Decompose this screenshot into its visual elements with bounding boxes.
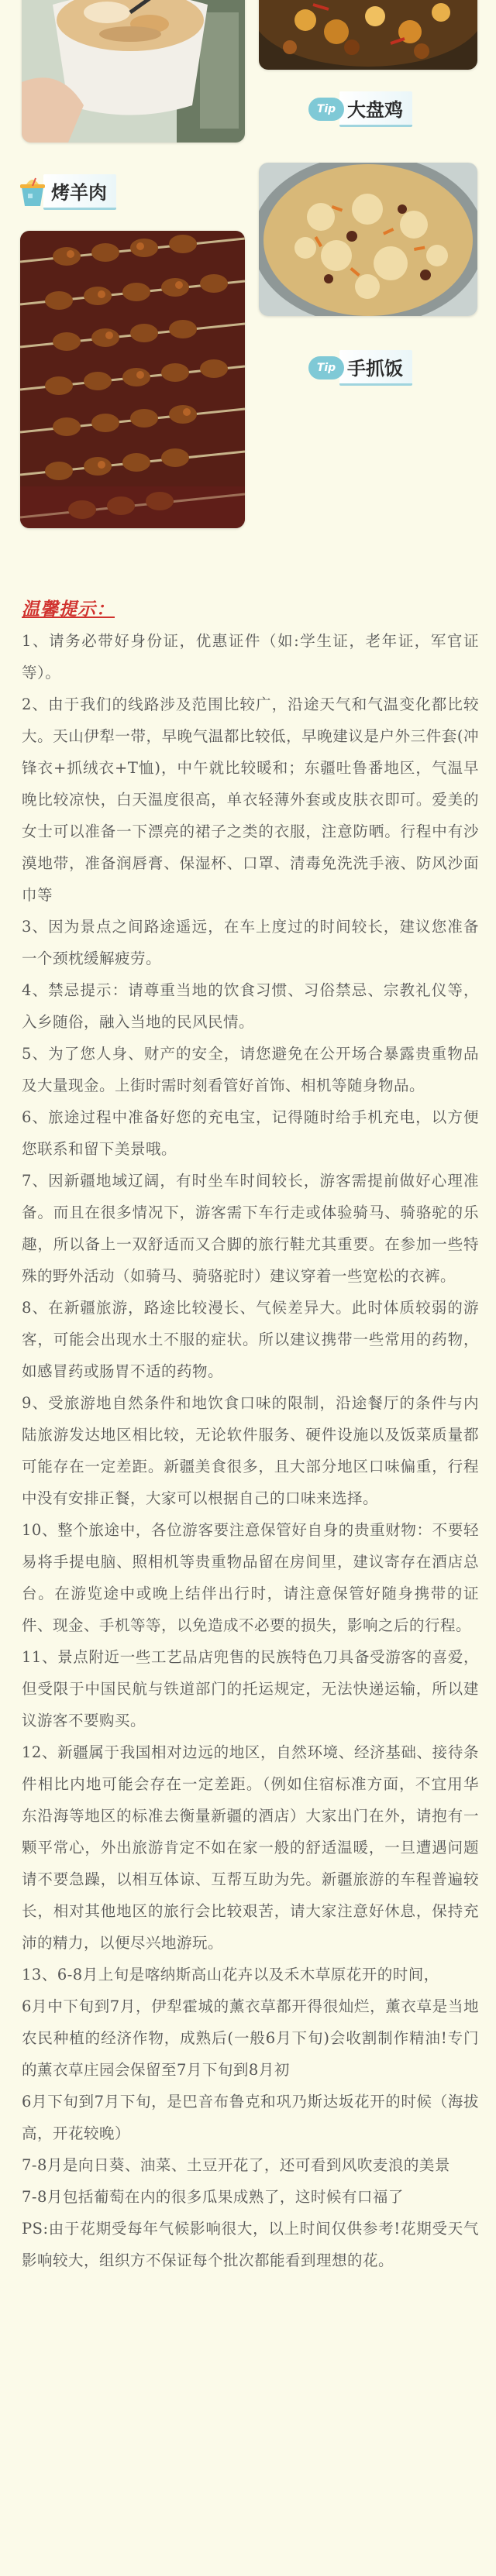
tip-paragraph: 12、新疆属于我国相对边远的地区，自然环境、经济基础、接待条件相比内地可能会存在一定差距。（例如住宿标准方面，不宜用华东沿海等地区的标准去衡量新疆的酒店）大家出门在外，请抱有一颗平常心，外出旅游肯定不如在家一般的舒适温暖，一旦遭遇问题请不要急躁，以相互体谅、互帮互助为先。新疆旅游的车程普遍较长，相对其他地区的旅行会比较艰苦，请大家注意好休息，保持充沛的精力，以便尽兴地游玩。: [22, 1743, 479, 1952]
shouzhuafan-photo: [259, 163, 477, 316]
tip-paragraph: 11、景点附近一些工艺品店兜售的民族特色刀具备受游客的喜爱，但受限于中国民航与铁道部门的托运规定，无法快递运输，所以建议游客不要购买。: [22, 1648, 479, 1729]
tips-title: 温馨提示：: [22, 599, 115, 620]
shouzhuafan-title: [308, 350, 412, 386]
kaoyangrou-photo: [20, 231, 245, 528]
tip-paragraph: 7、因新疆地域辽阔，有时坐车时间较长，游客需提前做好心理准备。而且在很多情况下，游客需下车行走或体验骑马、骑骆驼的乐趣，所以备上一双舒适而又合脚的旅行鞋尤其重要。在参加一些特殊的野外活动（如骑马、骑骆驼时）建议穿着一些宽松的衣裤。: [22, 1172, 479, 1285]
dapanji-label: 大盘鸡: [339, 91, 412, 127]
kaoyangrou-label: 烤羊肉: [43, 174, 116, 210]
tip-badge: Tip: [308, 98, 344, 121]
kaoyangrou-title: [17, 174, 116, 210]
shouzhuafan-label: 手抓饭: [339, 350, 412, 386]
ice-drink-cup-icon: [17, 177, 48, 208]
tip-paragraph: 2、由于我们的线路涉及范围比较广，沿途天气和气温变化都比较大。天山伊犁一带，早晚气温都比较低，早晚建议是户外三件套(冲锋衣+抓绒衣+T恤)，中午就比较暖和；东疆吐鲁番地区，气温早晚比较凉快，白天温度很高，单衣轻薄外套或皮肤衣即可。爱美的女士可以准备一下漂亮的裙子之类的衣服，注意防晒。行程中有沙漠地带，准备润唇膏、保湿杯、口罩、清毒免洗洗手液、防风沙面巾等: [22, 696, 479, 904]
tip-badge: Tip: [308, 356, 344, 380]
tips-section: [22, 595, 479, 2276]
tip-paragraph: 5、为了您人身、财产的安全，请您避免在公开场合暴露贵重物品及大量现金。上街时需时刻看管好首饰、相机等随身物品。: [22, 1045, 479, 1094]
tip-paragraph: 9、受旅游地自然条件和地饮食口味的限制，沿途餐厅的条件与内陆旅游发达地区相比较，无论软件服务、硬件设施以及饭菜质量都可能存在一定差距。新疆美食很多，且大部分地区口味偏重，行程中没有安排正餐，大家可以根据自己的口味来选择。: [22, 1394, 479, 1507]
tip-paragraph: 7-8月是向日葵、油菜、土豆开花了，还可看到风吹麦浪的美景: [22, 2156, 450, 2174]
tip-paragraph: 4、禁忌提示：请尊重当地的饮食习惯、习俗禁忌、宗教礼仪等，入乡随俗，融入当地的民风民情。: [22, 981, 479, 1031]
tip-paragraph: 10、整个旅途中，各位游客要注意保管好自身的贵重财物：不要轻易将手提电脑、照相机等贵重物品留在房间里，建议寄存在酒店总台。在游览途中或晚上结伴出行时，请注意保管好随身携带的证件、现金、手机等等，以免造成不必要的损失，影响之后的行程。: [22, 1521, 479, 1634]
tip-paragraph: PS:由于花期受每年气候影响很大，以上时间仅供参考!花期受天气影响较大，组织方不保证每个批次都能看到理想的花。: [22, 2220, 479, 2269]
tip-paragraph: 8、在新疆旅游，路途比较漫长、气候差异大。此时体质较弱的游客，可能会出现水土不服的症状。所以建议携带一些常用的药物，如感冒药或肠胃不适的药物。: [22, 1299, 479, 1380]
tips-body: [22, 625, 479, 2276]
tip-paragraph: 1、请务必带好身份证，优惠证件（如:学生证，老年证，军官证等）。: [22, 632, 479, 682]
dapanji-photo: [259, 0, 477, 70]
tip-paragraph: 6月下旬到7月下旬，是巴音布鲁克和巩乃斯达坂花开的时候（海拔高，开花较晚）: [22, 2093, 479, 2142]
tip-paragraph: 6、旅途过程中准备好您的充电宝，记得随时给手机充电，以方便您联系和留下美景哦。: [22, 1108, 479, 1158]
tip-paragraph: 3、因为景点之间路途遥远，在车上度过的时间较长，建议您准备一个颈枕缓解疲劳。: [22, 918, 479, 967]
dapanji-title: [308, 91, 412, 127]
food-cup-photo: [22, 0, 245, 143]
tip-paragraph: 13、6-8月上旬是喀纳斯高山花卉以及禾木草原花开的时间，: [22, 1966, 439, 1984]
tip-paragraph: 6月中下旬到7月，伊犁霍城的薰衣草都开得很灿烂，薰衣草是当地农民种植的经济作物，成熟后(一般6月下旬)会收割制作精油!专门的薰衣草庄园会保留至7月下旬到8月初: [22, 1997, 479, 2079]
tip-paragraph: 7-8月包括葡萄在内的很多瓜果成熟了，这时候有口福了: [22, 2188, 404, 2206]
